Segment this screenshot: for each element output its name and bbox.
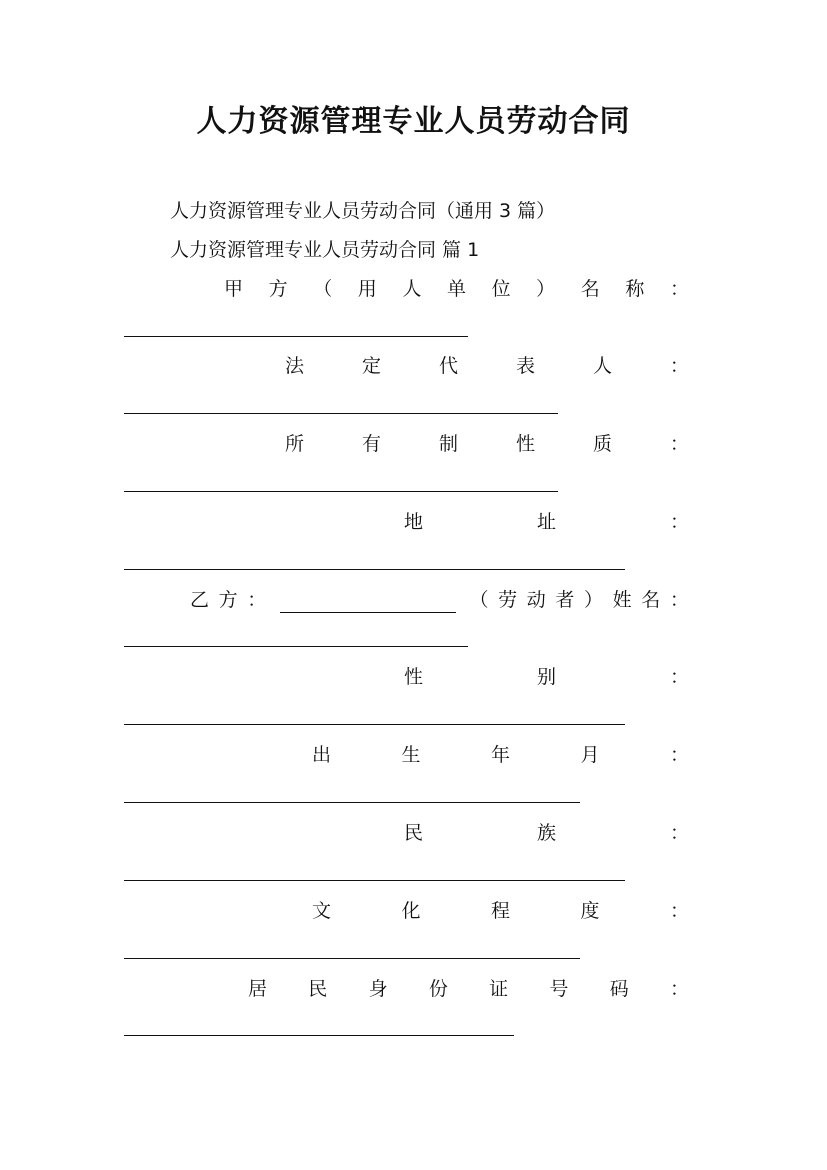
document-subtitle: 人力资源管理专业人员劳动合同（通用 3 篇）: [170, 200, 556, 222]
id-number-label: 居 民 身 份 证 号 码 ：: [248, 978, 689, 1000]
ownership-label: 所 有 制 性 质 ：: [285, 433, 689, 455]
party-b-inline-blank[interactable]: [280, 592, 456, 613]
party-a-name-blank[interactable]: [124, 336, 468, 337]
id-number-blank[interactable]: [124, 1035, 514, 1036]
party-a-name-label: 甲 方 （ 用 人 单 位 ） 名 称 ：: [224, 278, 689, 300]
birth-label: 出 生 年 月 ：: [312, 744, 689, 766]
gender-label: 性 别 ：: [404, 666, 689, 688]
education-label: 文 化 程 度 ：: [312, 900, 689, 922]
gender-blank[interactable]: [124, 724, 625, 725]
birth-blank[interactable]: [124, 802, 580, 803]
ethnicity-label: 民 族 ：: [404, 822, 689, 844]
education-blank[interactable]: [124, 958, 580, 959]
address-label: 地 址 ：: [404, 511, 689, 533]
ownership-blank[interactable]: [124, 491, 558, 492]
party-b-name-blank[interactable]: [124, 646, 468, 647]
document-title: 人力资源管理专业人员劳动合同: [196, 104, 631, 139]
legal-rep-label: 法 定 代 表 人 ：: [285, 355, 689, 377]
address-blank[interactable]: [124, 569, 625, 570]
party-b-name-label: 乙 方 ： （ 劳 动 者 ） 姓 名 ：: [190, 589, 689, 611]
section-heading: 人力资源管理专业人员劳动合同 篇 1: [170, 239, 480, 261]
legal-rep-blank[interactable]: [124, 413, 558, 414]
ethnicity-blank[interactable]: [124, 880, 625, 881]
